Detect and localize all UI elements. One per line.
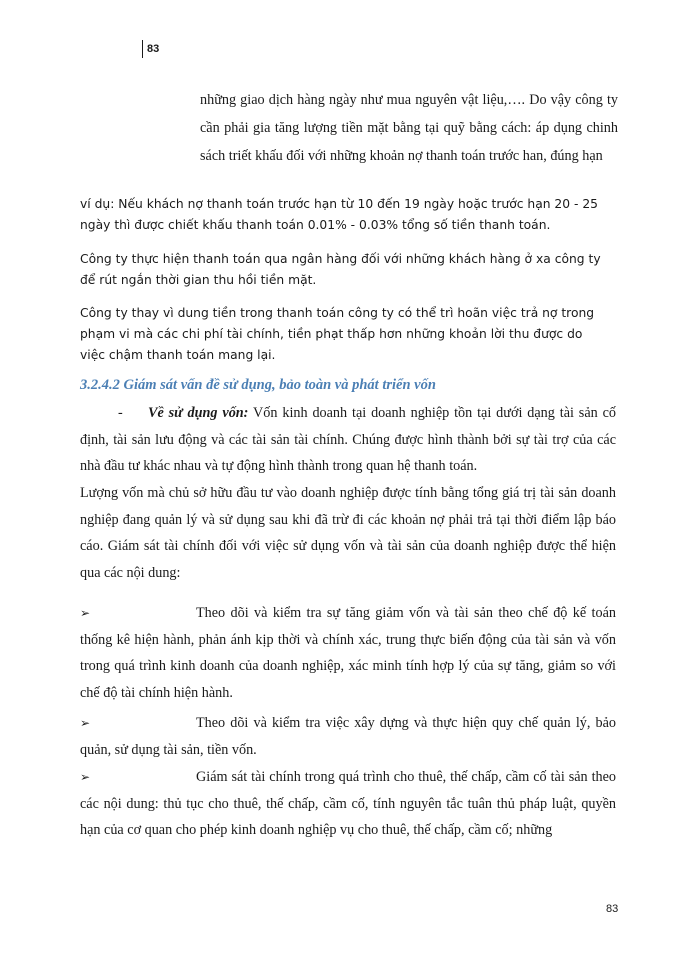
header-page-number: 83 — [147, 43, 160, 55]
intro-paragraph: những giao dịch hàng ngày như mua nguyên vật liệu,…. Do vậy công ty cần phải gia tăng lượng tiền mặt bằng tại quỹ bằng cách: áp dụng chinh sách triết khấu đối với những khoản nợ thanh toán trước han, đúng hạn — [200, 92, 618, 164]
page-header — [142, 40, 159, 58]
bullet-item — [80, 600, 616, 706]
bullet-item — [80, 710, 616, 763]
section-heading: 3.2.4.2 Giám sát vấn đề sử dụng, bảo toàn và phát triển vốn — [80, 377, 436, 393]
bullet-item — [80, 764, 616, 844]
example-paragraph: ví dụ: Nếu khách nợ thanh toán trước hạn từ 10 đến 19 ngày hoặc trước hạn 20 - 25 ngày thì được chiết khấu thanh toán 0.01% - 0.03% tổng số tiền thanh toán. — [80, 197, 598, 232]
capital-use-paragraph — [80, 400, 616, 480]
owner-capital-paragraph: Lượng vốn mà chủ sở hữu đầu tư vào doanh nghiệp được tính bằng tổng giá trị tài sản doanh nghiệp đang quản lý và sử dụng sau khi đã trừ đi các khoản nợ phải trả tại thời điểm lập báo cáo. Giám sát tài chính đối với việc sử dụng vốn và tài sản của doanh nghiệp được thể hiện qua các nội dung: — [80, 485, 616, 581]
header-divider — [142, 40, 143, 58]
capital-use-label: Về sử dụng vốn: — [148, 405, 249, 421]
capital-use-text: Vốn kinh doanh tại doanh nghiệp tồn tại dưới dạng tài sản cố định, tài sản lưu động và các tài sản tài chính. Chúng được hình thành bởi sự tài trợ của các nhà đầu tư khác nhau và tự động hình thành trong quan hệ thanh toán. — [80, 405, 616, 474]
bullet-text: Giám sát tài chính trong quá trình cho thuê, thế chấp, cầm cố tài sản theo các nội dung: thủ tục cho thuê, thế chấp, cầm cố, tính nguyên tắc tuân thủ pháp luật, quyền hạn của cơ quan cho phép kinh doanh nghiệp vụ cho thuê, thế chấp, cầm cố; những — [80, 769, 616, 838]
bullet-text: Theo dõi và kiểm tra việc xây dựng và thực hiện quy chế quản lý, bảo quản, sử dụng tài sản, tiền vốn. — [80, 715, 616, 758]
bullet-text: Theo dõi và kiểm tra sự tăng giảm vốn và tài sản theo chế độ kế toán thống kê hiện hành, phản ánh kịp thời và chính xác, trung thực biến động của tài sản và vốn trong quá trình kinh doanh của doanh nghiệp, xác minh tính hợp lý của sự tăng, giảm so với chế độ tài chính hiện hành. — [80, 605, 616, 701]
bank-payment-paragraph: Công ty thực hiện thanh toán qua ngân hàng đối với những khách hàng ở xa công ty để rút ngắn thời gian thu hồi tiền mặt. — [80, 252, 601, 287]
dash-marker: - — [118, 405, 123, 421]
delay-payment-paragraph: Công ty thay vì dung tiền trong thanh toán công ty có thể trì hoãn việc trả nợ trong phạm vi mà các chi phí tài chính, tiền phạt thấp hơn những khoản lời thu được do việc chậm thanh toán mang lại. — [80, 306, 595, 362]
footer-page-number: 83 — [606, 903, 619, 915]
arrow-bullet-icon: ➢ — [80, 716, 91, 730]
arrow-bullet-icon: ➢ — [80, 770, 91, 784]
arrow-bullet-icon: ➢ — [80, 606, 91, 620]
